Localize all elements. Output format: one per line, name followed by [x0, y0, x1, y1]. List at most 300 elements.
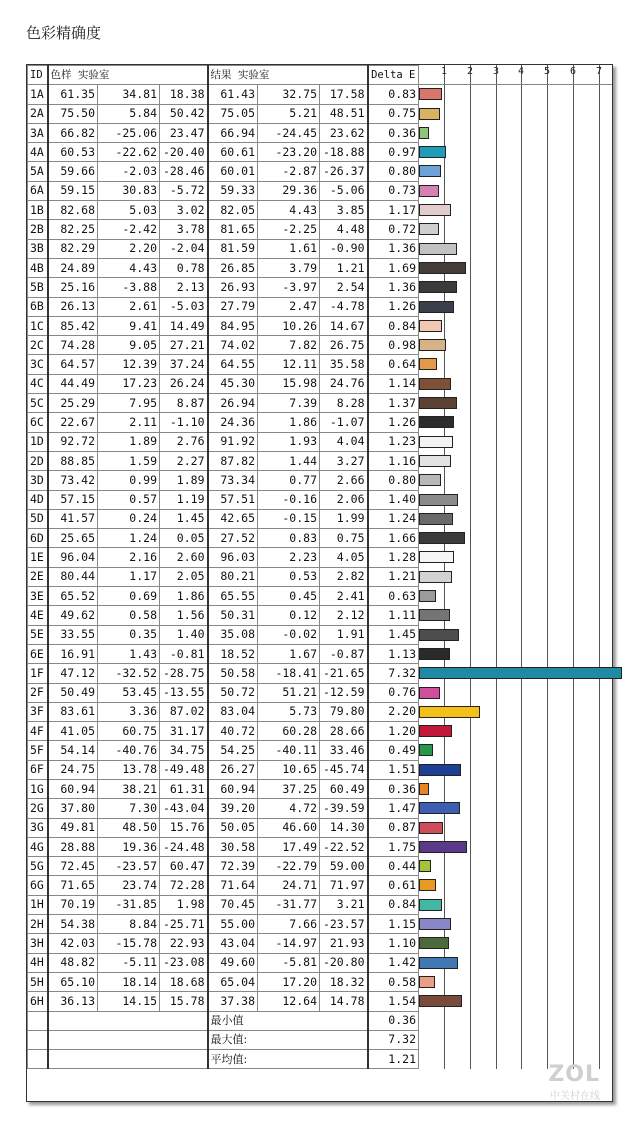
- sample-a: 12.39: [98, 355, 160, 374]
- row-id: 6H: [28, 992, 48, 1011]
- bar-2C: [419, 339, 446, 351]
- result-a: 51.21: [258, 683, 320, 702]
- bar-3B: [419, 243, 457, 255]
- row-id: 4D: [28, 490, 48, 509]
- sample-b: 0.78: [160, 258, 208, 277]
- result-a: 4.43: [258, 201, 320, 220]
- bar-4D: [419, 494, 458, 506]
- delta-e-value: 0.75: [368, 104, 419, 123]
- table-row: [28, 181, 419, 200]
- sample-b: -2.04: [160, 239, 208, 258]
- table-row: [28, 104, 419, 123]
- sample-l: 64.57: [48, 355, 98, 374]
- table-row: [28, 471, 419, 490]
- table-row: [28, 606, 419, 625]
- bar-3A: [419, 127, 429, 139]
- sample-l: 65.10: [48, 972, 98, 991]
- table-row: [28, 644, 419, 663]
- result-l: 83.04: [208, 702, 258, 721]
- sample-b: -23.08: [160, 953, 208, 972]
- result-a: 12.11: [258, 355, 320, 374]
- result-l: 84.95: [208, 316, 258, 335]
- sample-l: 49.81: [48, 818, 98, 837]
- sample-l: 49.62: [48, 606, 98, 625]
- row-id: 3C: [28, 355, 48, 374]
- result-b: 23.62: [320, 123, 368, 142]
- row-id: 3D: [28, 471, 48, 490]
- delta-e-value: 1.10: [368, 934, 419, 953]
- sample-a: 14.15: [98, 992, 160, 1011]
- row-id: 6E: [28, 644, 48, 663]
- row-id: 3B: [28, 239, 48, 258]
- result-l: 39.20: [208, 799, 258, 818]
- bar-4A: [419, 146, 446, 158]
- row-id: 1A: [28, 85, 48, 104]
- result-a: 32.75: [258, 85, 320, 104]
- sample-b: 37.24: [160, 355, 208, 374]
- delta-e-value: 0.73: [368, 181, 419, 200]
- row-id: 5D: [28, 509, 48, 528]
- result-a: 1.86: [258, 413, 320, 432]
- bar-3G: [419, 822, 443, 834]
- sample-l: 28.88: [48, 837, 98, 856]
- result-a: -24.45: [258, 123, 320, 142]
- table-row: [28, 336, 419, 355]
- delta-e-value: 0.98: [368, 336, 419, 355]
- sample-b: 72.28: [160, 876, 208, 895]
- page-title: 色彩精确度: [26, 24, 102, 42]
- result-a: -40.11: [258, 741, 320, 760]
- table-row: [28, 760, 419, 779]
- delta-e-value: 0.63: [368, 587, 419, 606]
- table-row: [28, 799, 419, 818]
- result-b: 26.75: [320, 336, 368, 355]
- sample-a: -40.76: [98, 741, 160, 760]
- summary-blank: [28, 1011, 48, 1030]
- sample-l: 59.66: [48, 162, 98, 181]
- sample-b: 2.76: [160, 432, 208, 451]
- result-b: 48.51: [320, 104, 368, 123]
- delta-e-value: 1.37: [368, 394, 419, 413]
- bar-3D: [419, 474, 441, 486]
- delta-e-value: 0.61: [368, 876, 419, 895]
- delta-e-value: 1.15: [368, 915, 419, 934]
- delta-e-value: 0.36: [368, 779, 419, 798]
- result-l: 26.93: [208, 278, 258, 297]
- table-row: [28, 355, 419, 374]
- bar-6E: [419, 648, 450, 660]
- sample-a: 7.30: [98, 799, 160, 818]
- sample-b: -0.81: [160, 644, 208, 663]
- delta-e-value: 1.51: [368, 760, 419, 779]
- sample-b: 34.75: [160, 741, 208, 760]
- table-row: [28, 220, 419, 239]
- sample-a: 3.36: [98, 702, 160, 721]
- sample-b: 14.49: [160, 316, 208, 335]
- sample-l: 92.72: [48, 432, 98, 451]
- bar-1A: [419, 88, 442, 100]
- bar-3F: [419, 706, 480, 718]
- delta-e-value: 1.11: [368, 606, 419, 625]
- result-a: 15.98: [258, 374, 320, 393]
- result-a: 0.45: [258, 587, 320, 606]
- result-l: 80.21: [208, 567, 258, 586]
- bar-3C: [419, 358, 437, 370]
- result-b: 18.32: [320, 972, 368, 991]
- sample-l: 71.65: [48, 876, 98, 895]
- sample-l: 54.38: [48, 915, 98, 934]
- header-delta-e: Delta E: [368, 66, 419, 85]
- summary-blank: [28, 1050, 48, 1069]
- delta-e-value: 1.69: [368, 258, 419, 277]
- row-id: 6G: [28, 876, 48, 895]
- watermark-site: 中关村在线: [550, 1091, 600, 1102]
- sample-l: 83.61: [48, 702, 98, 721]
- gridline: [547, 65, 548, 1069]
- result-b: -5.06: [320, 181, 368, 200]
- result-a: -0.15: [258, 509, 320, 528]
- delta-e-value: 0.87: [368, 818, 419, 837]
- bar-4E: [419, 609, 450, 621]
- sample-l: 22.67: [48, 413, 98, 432]
- result-a: 1.61: [258, 239, 320, 258]
- row-id: 4E: [28, 606, 48, 625]
- result-b: 2.41: [320, 587, 368, 606]
- sample-a: 53.45: [98, 683, 160, 702]
- result-l: 27.79: [208, 297, 258, 316]
- result-b: 14.30: [320, 818, 368, 837]
- sample-b: 1.89: [160, 471, 208, 490]
- bar-6F: [419, 764, 461, 776]
- result-a: -22.79: [258, 857, 320, 876]
- sample-b: 18.68: [160, 972, 208, 991]
- result-b: 33.46: [320, 741, 368, 760]
- sample-l: 70.19: [48, 895, 98, 914]
- result-l: 50.31: [208, 606, 258, 625]
- result-a: 60.28: [258, 722, 320, 741]
- color-accuracy-report: [26, 64, 613, 1102]
- bar-6A: [419, 185, 439, 197]
- result-a: 1.93: [258, 432, 320, 451]
- row-id: 5C: [28, 394, 48, 413]
- sample-b: 1.98: [160, 895, 208, 914]
- sample-l: 54.14: [48, 741, 98, 760]
- sample-l: 47.12: [48, 664, 98, 683]
- table-row: [28, 123, 419, 142]
- result-a: 10.26: [258, 316, 320, 335]
- result-a: 1.44: [258, 451, 320, 470]
- result-l: 61.43: [208, 85, 258, 104]
- table-row: [28, 85, 419, 104]
- sample-b: -20.40: [160, 143, 208, 162]
- sample-b: 23.47: [160, 123, 208, 142]
- delta-e-value: 0.84: [368, 316, 419, 335]
- table-row: [28, 664, 419, 683]
- sample-a: 1.24: [98, 529, 160, 548]
- sample-a: -15.78: [98, 934, 160, 953]
- result-l: 45.30: [208, 374, 258, 393]
- sample-a: 18.14: [98, 972, 160, 991]
- table-row: [28, 201, 419, 220]
- table-row: [28, 857, 419, 876]
- sample-b: 26.24: [160, 374, 208, 393]
- result-l: 24.36: [208, 413, 258, 432]
- row-id: 5H: [28, 972, 48, 991]
- summary-row-avg: [28, 1050, 419, 1069]
- bar-3E: [419, 590, 436, 602]
- bar-5H: [419, 976, 435, 988]
- result-a: 4.72: [258, 799, 320, 818]
- bar-2A: [419, 108, 440, 120]
- table-row: [28, 413, 419, 432]
- result-l: 87.82: [208, 451, 258, 470]
- sample-a: -32.52: [98, 664, 160, 683]
- result-b: 2.82: [320, 567, 368, 586]
- sample-b: 0.05: [160, 529, 208, 548]
- sample-a: -22.62: [98, 143, 160, 162]
- row-id: 3H: [28, 934, 48, 953]
- delta-e-value: 1.26: [368, 413, 419, 432]
- result-l: 82.05: [208, 201, 258, 220]
- sample-a: 2.16: [98, 548, 160, 567]
- delta-e-value: 1.13: [368, 644, 419, 663]
- row-id: 3E: [28, 587, 48, 606]
- result-a: -2.87: [258, 162, 320, 181]
- gridline: [496, 65, 497, 1069]
- row-id: 4A: [28, 143, 48, 162]
- result-a: 0.12: [258, 606, 320, 625]
- result-b: 14.67: [320, 316, 368, 335]
- bar-2F: [419, 687, 440, 699]
- bar-1F: [419, 667, 622, 679]
- delta-e-value: 0.44: [368, 857, 419, 876]
- summary-label: 最大值:: [208, 1030, 368, 1049]
- row-id: 2A: [28, 104, 48, 123]
- bar-1H: [419, 899, 442, 911]
- result-l: 50.58: [208, 664, 258, 683]
- result-a: 17.49: [258, 837, 320, 856]
- header-result-lab: 结果 实验室: [208, 66, 368, 85]
- gridline: [470, 65, 471, 1069]
- sample-b: -13.55: [160, 683, 208, 702]
- bar-2D: [419, 455, 451, 467]
- sample-b: -25.71: [160, 915, 208, 934]
- sample-a: 5.03: [98, 201, 160, 220]
- result-b: -1.07: [320, 413, 368, 432]
- result-l: 57.51: [208, 490, 258, 509]
- summary-value: 1.21: [368, 1050, 419, 1069]
- sample-l: 82.29: [48, 239, 98, 258]
- sample-l: 65.52: [48, 587, 98, 606]
- sample-b: -49.48: [160, 760, 208, 779]
- summary-row-max: [28, 1030, 419, 1049]
- result-a: 0.77: [258, 471, 320, 490]
- sample-a: 13.78: [98, 760, 160, 779]
- delta-e-value: 1.36: [368, 278, 419, 297]
- result-a: -0.02: [258, 625, 320, 644]
- bar-5E: [419, 629, 459, 641]
- summary-blank: [48, 1050, 208, 1069]
- delta-e-value: 0.97: [368, 143, 419, 162]
- watermark-brand: ZOL: [548, 1062, 600, 1087]
- summary-blank: [48, 1011, 208, 1030]
- table-row: [28, 297, 419, 316]
- delta-e-value: 0.83: [368, 85, 419, 104]
- sample-l: 60.94: [48, 779, 98, 798]
- sample-a: -23.57: [98, 857, 160, 876]
- summary-blank: [28, 1030, 48, 1049]
- result-a: 46.60: [258, 818, 320, 837]
- bar-6H: [419, 995, 462, 1007]
- summary-blank: [48, 1030, 208, 1049]
- delta-e-value: 1.20: [368, 722, 419, 741]
- result-l: 65.55: [208, 587, 258, 606]
- sample-b: 1.40: [160, 625, 208, 644]
- sample-b: 1.45: [160, 509, 208, 528]
- bar-1D: [419, 436, 453, 448]
- result-b: 14.78: [320, 992, 368, 1011]
- bar-5A: [419, 165, 441, 177]
- result-b: 4.04: [320, 432, 368, 451]
- table-row: [28, 915, 419, 934]
- result-l: 50.72: [208, 683, 258, 702]
- sample-b: 87.02: [160, 702, 208, 721]
- sample-a: -31.85: [98, 895, 160, 914]
- table-row: [28, 239, 419, 258]
- sample-l: 44.49: [48, 374, 98, 393]
- result-b: 4.05: [320, 548, 368, 567]
- result-b: -26.37: [320, 162, 368, 181]
- table-row: [28, 683, 419, 702]
- header-sample-lab: 色样 实验室: [48, 66, 208, 85]
- row-id: 2F: [28, 683, 48, 702]
- sample-a: -2.03: [98, 162, 160, 181]
- sample-a: 1.89: [98, 432, 160, 451]
- sample-b: 31.17: [160, 722, 208, 741]
- result-a: 5.73: [258, 702, 320, 721]
- result-l: 37.38: [208, 992, 258, 1011]
- delta-e-value: 0.80: [368, 162, 419, 181]
- tick-label: 6: [570, 66, 577, 77]
- delta-e-value: 1.24: [368, 509, 419, 528]
- result-l: 30.58: [208, 837, 258, 856]
- sample-l: 36.13: [48, 992, 98, 1011]
- row-id: 5F: [28, 741, 48, 760]
- result-l: 59.33: [208, 181, 258, 200]
- row-id: 1E: [28, 548, 48, 567]
- result-b: 3.27: [320, 451, 368, 470]
- sample-a: 0.99: [98, 471, 160, 490]
- result-b: -4.78: [320, 297, 368, 316]
- tick-label: 3: [493, 66, 500, 77]
- sample-b: 22.93: [160, 934, 208, 953]
- result-b: 3.85: [320, 201, 368, 220]
- sample-l: 60.53: [48, 143, 98, 162]
- sample-a: -2.42: [98, 220, 160, 239]
- sample-b: 1.86: [160, 587, 208, 606]
- sample-b: 50.42: [160, 104, 208, 123]
- result-b: -12.59: [320, 683, 368, 702]
- row-id: 1B: [28, 201, 48, 220]
- sample-l: 41.05: [48, 722, 98, 741]
- sample-l: 73.42: [48, 471, 98, 490]
- table-row: [28, 567, 419, 586]
- sample-a: 0.57: [98, 490, 160, 509]
- sample-l: 24.75: [48, 760, 98, 779]
- sample-a: 1.17: [98, 567, 160, 586]
- delta-e-value: 1.28: [368, 548, 419, 567]
- result-l: 54.25: [208, 741, 258, 760]
- sample-a: 9.41: [98, 316, 160, 335]
- result-b: 79.80: [320, 702, 368, 721]
- result-a: 1.67: [258, 644, 320, 663]
- delta-e-value: 0.64: [368, 355, 419, 374]
- row-id: 2E: [28, 567, 48, 586]
- result-a: -5.81: [258, 953, 320, 972]
- result-l: 35.08: [208, 625, 258, 644]
- sample-l: 48.82: [48, 953, 98, 972]
- result-b: 28.66: [320, 722, 368, 741]
- result-l: 18.52: [208, 644, 258, 663]
- result-l: 40.72: [208, 722, 258, 741]
- bar-2H: [419, 918, 451, 930]
- result-a: 7.82: [258, 336, 320, 355]
- sample-b: 61.31: [160, 779, 208, 798]
- delta-e-value: 0.84: [368, 895, 419, 914]
- sample-l: 61.35: [48, 85, 98, 104]
- bar-6B: [419, 301, 454, 313]
- sample-b: 60.47: [160, 857, 208, 876]
- sample-l: 85.42: [48, 316, 98, 335]
- result-l: 60.61: [208, 143, 258, 162]
- result-l: 73.34: [208, 471, 258, 490]
- result-l: 81.65: [208, 220, 258, 239]
- row-id: 4F: [28, 722, 48, 741]
- watermark: [548, 1062, 600, 1102]
- result-l: 50.05: [208, 818, 258, 837]
- result-a: 5.21: [258, 104, 320, 123]
- sample-a: 8.84: [98, 915, 160, 934]
- result-a: 7.39: [258, 394, 320, 413]
- result-a: -23.20: [258, 143, 320, 162]
- sample-b: 2.27: [160, 451, 208, 470]
- delta-e-value: 1.36: [368, 239, 419, 258]
- result-a: 2.23: [258, 548, 320, 567]
- delta-e-value: 0.76: [368, 683, 419, 702]
- result-b: 60.49: [320, 779, 368, 798]
- sample-a: -5.11: [98, 953, 160, 972]
- sample-a: 0.58: [98, 606, 160, 625]
- sample-b: 8.87: [160, 394, 208, 413]
- result-l: 49.60: [208, 953, 258, 972]
- table-row: [28, 509, 419, 528]
- result-b: -0.87: [320, 644, 368, 663]
- sample-l: 74.28: [48, 336, 98, 355]
- result-l: 70.45: [208, 895, 258, 914]
- chart-header-divider: [418, 84, 612, 85]
- row-id: 4H: [28, 953, 48, 972]
- result-b: 21.93: [320, 934, 368, 953]
- sample-a: 7.95: [98, 394, 160, 413]
- sample-b: 3.78: [160, 220, 208, 239]
- sample-l: 41.57: [48, 509, 98, 528]
- table-row: [28, 972, 419, 991]
- result-b: 17.58: [320, 85, 368, 104]
- delta-e-value: 1.17: [368, 201, 419, 220]
- sample-b: -1.10: [160, 413, 208, 432]
- sample-a: 1.43: [98, 644, 160, 663]
- sample-b: -5.03: [160, 297, 208, 316]
